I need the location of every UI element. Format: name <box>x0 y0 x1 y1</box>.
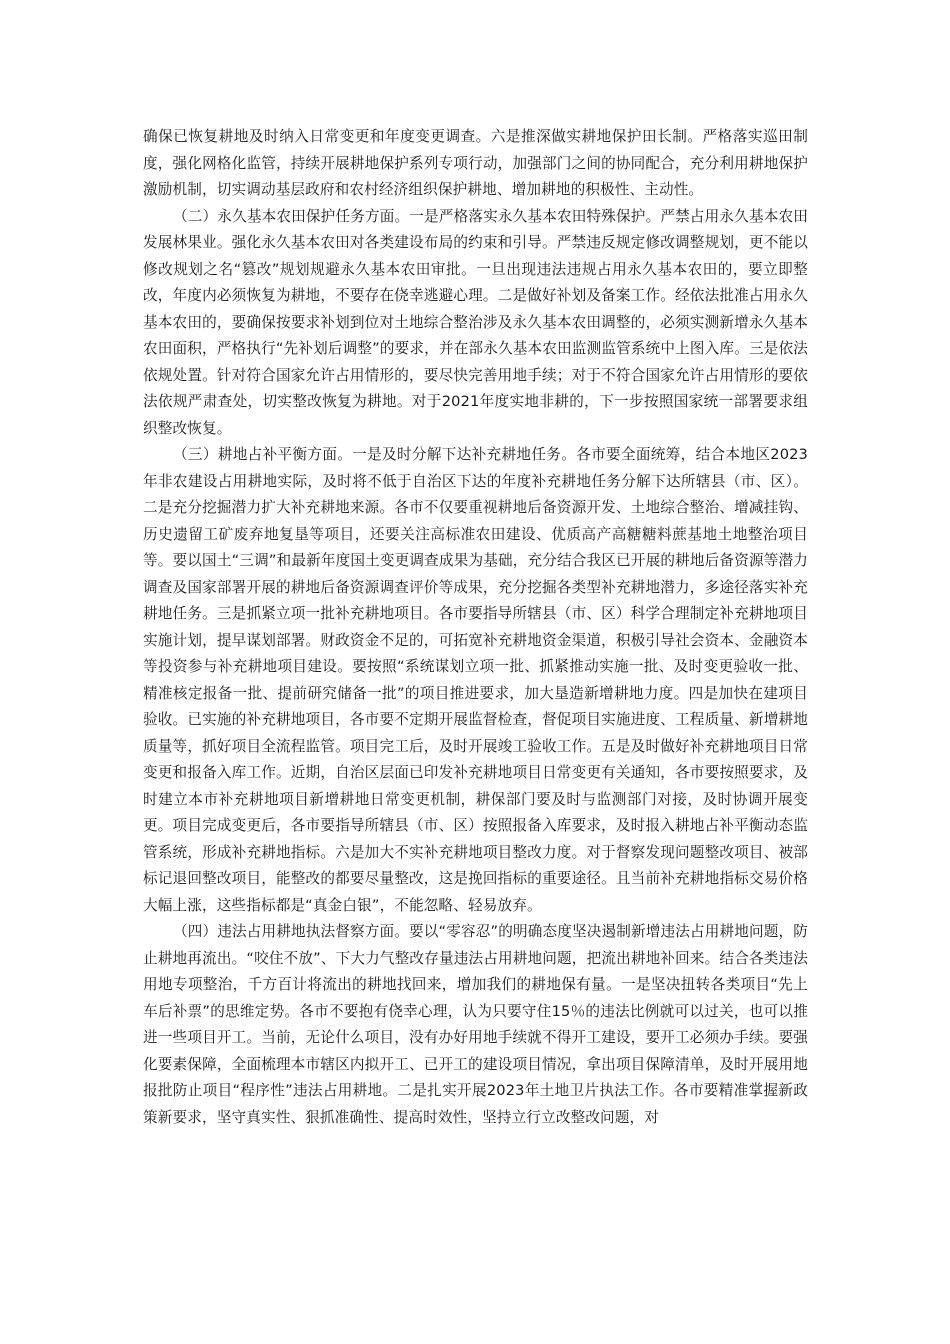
paragraph-cultivated-land-protection-tail: 确保已恢复耕地及时纳入日常变更和年度变更调查。六是推深做实耕地保护田长制。严格落实巡田制度，强化网格化监管，持续开展耕地保护系列专项行动，加强部门之间的协同配合，充分利用耕地保护激励机制，切实调动基层政府和农村经济组织保护耕地、增加耕地的积极性、主动性。 <box>143 128 808 198</box>
paragraph-farmland-balance: （三）耕地占补平衡方面。一是及时分解下达补充耕地任务。各市要全面统筹，结合本地区2023年非农建设占用耕地实际，及时将不低于自治区下达的年度补充耕地任务分解下达所辖县（市、区）。二是充分挖掘潜力扩大补充耕地来源。各市不仅要重视耕地后备资源开发、土地综合整治、增减挂钩、历史遗留工矿废弃地复垦等项目，还要关注高标准农田建设、优质高产高糖糖料蔗基地土地整治项目等。要以国土“三调”和最新年度国土变更调查成果为基础，充分结合我区已开展的耕地后备资源等潜力调查及国家部署开展的耕地后备资源调查评价等成果，充分挖掘各类型补充耕地潜力，多途径落实补充耕地任务。三是抓紧立项一批补充耕地项目。各市要指导所辖县（市、区）科学合理制定补充耕地项目实施计划，提早谋划部署。财政资金不足的，可拓宽补充耕地资金渠道，积极引导社会资本、金融资本等投资参与补充耕地项目建设。要按照“系统谋划立项一批、抓紧推动实施一批、及时变更验收一批、精准核定报备一批、提前研究储备一批”的项目推进要求，加大垦造新增耕地力度。四是加快在建项目验收。已实施的补充耕地项目，各市要不定期开展监督检查，督促项目实施进度、工程质量、新增耕地质量等，抓好项目全流程监管。项目完工后，及时开展竣工验收工作。五是及时做好补充耕地项目日常变更和报备入库工作。近期，自治区层面已印发补充耕地项目日常变更有关通知，各市要按照要求，及时建立本市补充耕地项目新增耕地日常变更机制，耕保部门要及时与监测部门对接，及时协调开展变更。项目完成变更后，各市要指导所辖县（市、区）按照报备入库要求，及时报入耕地占补平衡动态监管系统，形成补充耕地指标。六是加大不实补充耕地项目整改力度。对于督察发现问题整改项目、被部标记退回整改项目，能整改的都要尽量整改，这是挽回指标的重要途径。且当前补充耕地指标交易价格大幅上涨，这些指标都是“真金白银”，不能忽略、轻易放弃。 <box>143 446 808 914</box>
paragraph-permanent-basic-farmland: （二）永久基本农田保护任务方面。一是严格落实永久基本农田特殊保护。严禁占用永久基本农田发展林果业。强化永久基本农田对各类建设布局的约束和引导。严禁违反规定修改调整规划，更不能以修改规划之名“篡改”规划规避永久基本农田审批。一旦出现违法违规占用永久基本农田的，要立即整改，年度内必须恢复为耕地，不要存在侥幸逃避心理。二是做好补划及备案工作。经依法批准占用永久基本农田的，要确保按要求补划到位对土地综合整治涉及永久基本农田调整的，必须实测新增永久基本农田面积，严格执行“先补划后调整”的要求，并在部永久基本农田监测监管系统中上图入库。三是依法依规处置。针对符合国家允许占用情形的，要尽快完善用地手续；对于不符合国家允许占用情形的要依法依规严肃查处，切实整改恢复为耕地。对于2021年度实地非耕的，下一步按照国家统一部署要求组织整改恢复。 <box>143 207 808 437</box>
document-body <box>143 124 808 1131</box>
paragraph-illegal-occupation-enforcement: （四）违法占用耕地执法督察方面。要以“零容忍”的明确态度坚决遏制新增违法占用耕地问题，防止耕地再流出。“咬住不放”、下大力气整改存量违法占用耕地问题，把流出耕地补回来。结合各类违法用地专项整治，千方百计将流出的耕地找回来，增加我们的耕地保有量。一是坚决扭转各类项目“先上车后补票”的思维定势。各市不要抱有侥幸心理，认为只要守住15％的违法比例就可以过关，也可以推进一些项目开工。当前，无论什么项目，没有办好用地手续就不得开工建设，要开工必须办手续。要强化要素保障，全面梳理本市辖区内拟开工、已开工的建设项目情况，拿出项目保障清单，及时开展用地报批防止项目“程序性”违法占用耕地。二是扎实开展2023年土地卫片执法工作。各市要精准掌握新政策新要求，坚守真实性、狠抓准确性、提高时效性，坚持立行立改整改问题，对 <box>143 923 808 1126</box>
